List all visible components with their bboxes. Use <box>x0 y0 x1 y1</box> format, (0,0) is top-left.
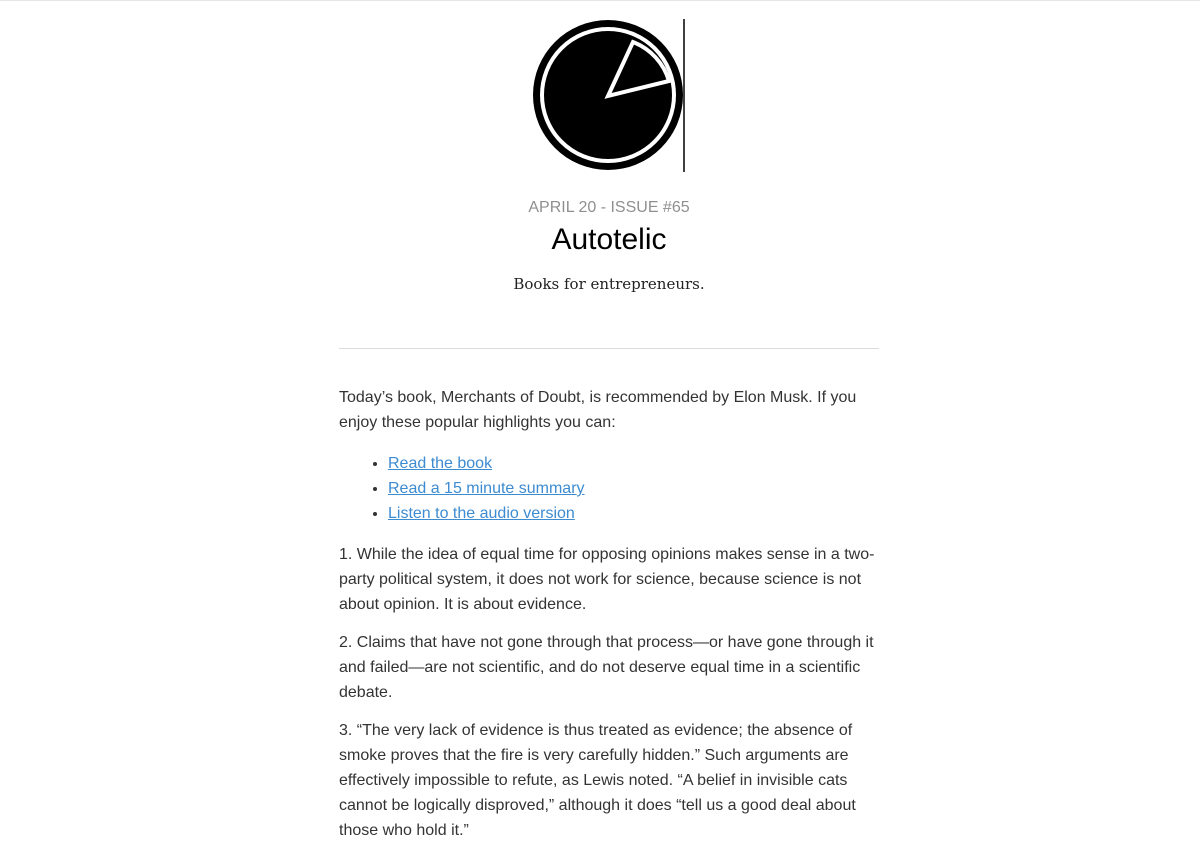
read-summary-link[interactable]: Read a 15 minute summary <box>388 480 585 497</box>
issue-meta: APRIL 20 - ISSUE #65 <box>528 199 690 216</box>
list-item <box>388 501 884 526</box>
highlight-paragraph: 3. “The very lack of evidence is thus treated as evidence; the absence of smoke proves that the fire is very carefully hidden.” Such arguments are effectively impossible to refute, as Lewis noted. “A belief in invisible cats cannot be logically disproved,” although it does “tell us a good deal about those who hold it.” <box>339 722 856 839</box>
read-book-link[interactable]: Read the book <box>388 455 493 472</box>
highlight-paragraph: 2. Claims that have not gone through that process—or have gone through it and failed—are not scientific, and do not deserve equal time in a scientific debate. <box>339 634 874 701</box>
newsletter-title: Autotelic <box>551 223 667 256</box>
highlight-paragraph: 1. While the idea of equal time for opposing opinions makes sense in a two-party political system, it does not work for science, because science is not about opinion. It is about evidence. <box>339 546 875 613</box>
audio-version-link[interactable]: Listen to the audio version <box>388 505 575 522</box>
header-divider <box>339 348 879 349</box>
newsletter-content <box>339 385 884 856</box>
list-item <box>388 451 884 476</box>
list-item <box>388 476 884 501</box>
intro-paragraph: Today’s book, Merchants of Doubt, is recommended by Elon Musk. If you enjoy these popular highlights you can: <box>339 389 857 431</box>
pie-chart-logo-icon <box>532 19 685 172</box>
top-border <box>0 0 1200 1</box>
newsletter-tagline: Books for entrepreneurs. <box>513 275 705 293</box>
links-list <box>339 451 884 526</box>
